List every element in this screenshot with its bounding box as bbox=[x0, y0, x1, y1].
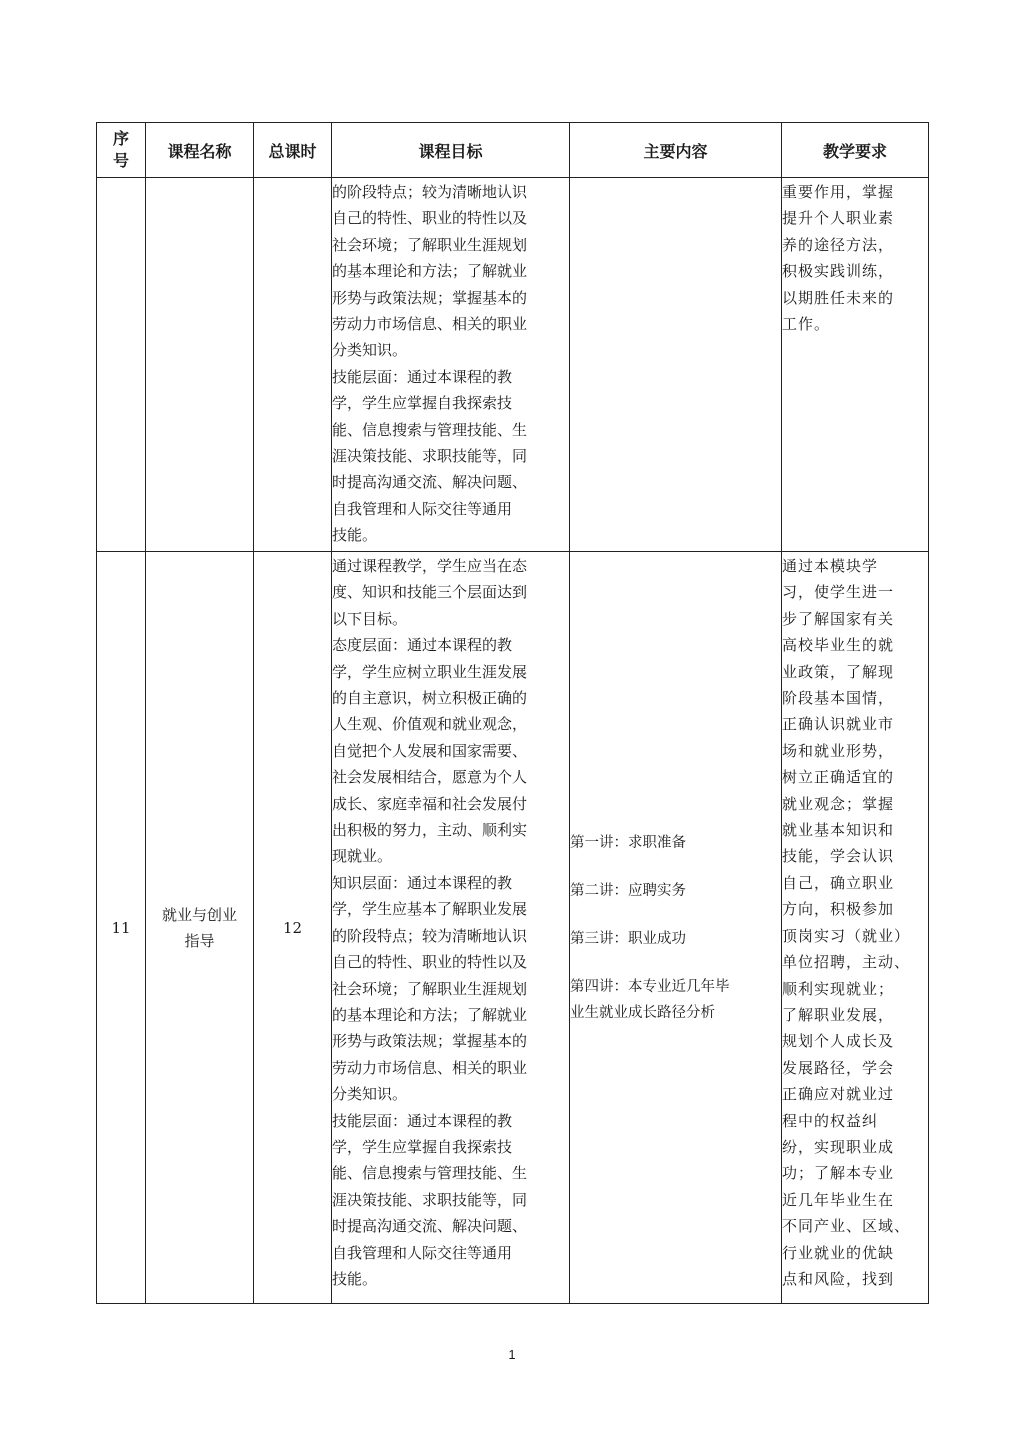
requirement-line: 工作。 bbox=[782, 315, 831, 334]
requirement-line: 步了解国家有关 bbox=[782, 609, 895, 628]
requirement-line: 顺利实现就业； bbox=[782, 979, 895, 998]
requirement-line: 纷，实现职业成 bbox=[782, 1137, 895, 1156]
requirement-line: 高校毕业生的就 bbox=[782, 636, 895, 655]
goal-line: 形势与政策法规；掌握基本的 bbox=[332, 1032, 528, 1051]
goal-line: 成长、家庭幸福和社会发展付 bbox=[332, 794, 528, 813]
header-index: 序 号 bbox=[97, 123, 146, 178]
requirement-line: 不同产业、区域、 bbox=[782, 1217, 911, 1236]
goal-line: 的阶段特点；较为清晰地认识 bbox=[332, 183, 528, 201]
goal-line: 形势与政策法规；掌握基本的 bbox=[332, 288, 528, 307]
goal-line: 现就业。 bbox=[332, 847, 393, 866]
goal-line: 社会环境；了解职业生涯规划 bbox=[332, 235, 528, 254]
requirement-line: 树立正确适宜的 bbox=[782, 768, 895, 787]
requirement-line: 就业观念；掌握 bbox=[782, 794, 895, 813]
requirement-line: 提升个人职业素 bbox=[782, 209, 895, 228]
table-row bbox=[97, 178, 929, 552]
goal-line: 自觉把个人发展和国家需要、 bbox=[332, 741, 528, 760]
goal-line: 的阶段特点；较为清晰地认识 bbox=[332, 926, 528, 945]
requirement-line: 行业就业的优缺 bbox=[782, 1243, 895, 1262]
requirement-line: 以期胜任未来的 bbox=[782, 288, 895, 307]
lecture-item: 业生就业成长路径分析 bbox=[570, 1004, 715, 1021]
row1-goal-cell bbox=[332, 178, 570, 552]
goal-line: 学，学生应掌握自我探索技 bbox=[332, 394, 513, 413]
goal-line: 度、知识和技能三个层面达到 bbox=[332, 583, 528, 602]
goal-line: 涯决策技能、求职技能等，同 bbox=[332, 447, 528, 466]
course-name-line: 指导 bbox=[184, 931, 215, 950]
header-course-goal: 课程目标 bbox=[332, 123, 570, 178]
requirement-line: 阶段基本国情， bbox=[782, 689, 895, 708]
requirement-line: 重要作用，掌握 bbox=[782, 183, 895, 201]
requirement-line: 正确认识就业市 bbox=[782, 715, 895, 734]
page-number: 1 bbox=[508, 1347, 516, 1362]
requirement-line: 就业基本知识和 bbox=[782, 821, 895, 840]
header-course-name: 课程名称 bbox=[146, 123, 254, 178]
row1-index-cell bbox=[97, 178, 146, 552]
goal-line: 时提高沟通交流、解决问题、 bbox=[332, 473, 528, 492]
goal-line: 的基本理论和方法；了解就业 bbox=[332, 262, 528, 281]
header-teaching-requirement: 教学要求 bbox=[782, 123, 929, 178]
goal-line: 人生观、价值观和就业观念， bbox=[332, 715, 528, 734]
goal-line: 技能。 bbox=[332, 1269, 378, 1288]
goal-line: 学，学生应掌握自我探索技 bbox=[332, 1137, 513, 1156]
requirement-line: 功；了解本专业 bbox=[782, 1164, 895, 1183]
goal-line: 自我管理和人际交往等通用 bbox=[332, 1243, 513, 1262]
goal-line: 自己的特性、职业的特性以及 bbox=[332, 209, 528, 228]
requirement-line: 点和风险，找到 bbox=[782, 1269, 895, 1288]
goal-line: 涯决策技能、求职技能等，同 bbox=[332, 1190, 528, 1209]
lecture-item: 第一讲：求职准备 bbox=[570, 834, 686, 851]
requirement-line: 场和就业形势， bbox=[782, 741, 895, 760]
course-name-line: 就业与创业 bbox=[161, 905, 237, 924]
requirement-line: 了解职业发展， bbox=[782, 1005, 895, 1024]
goal-line: 学，学生应基本了解职业发展 bbox=[332, 900, 528, 919]
goal-line: 的自主意识，树立积极正确的 bbox=[332, 689, 528, 708]
requirement-line: 方向，积极参加 bbox=[782, 900, 895, 919]
table-header-row bbox=[97, 123, 929, 178]
requirement-line: 积极实践训练， bbox=[782, 262, 895, 281]
requirement-line: 发展路径，学会 bbox=[782, 1058, 895, 1077]
table-row bbox=[97, 552, 929, 1304]
goal-line: 能、信息搜索与管理技能、生 bbox=[332, 1164, 528, 1183]
row2-goal-cell bbox=[332, 552, 570, 1304]
requirement-line: 业政策，了解现 bbox=[782, 662, 895, 681]
lecture-item: 第三讲：职业成功 bbox=[570, 930, 686, 947]
goal-line: 劳动力市场信息、相关的职业 bbox=[332, 1058, 528, 1077]
requirement-line: 规划个人成长及 bbox=[782, 1032, 895, 1051]
row1-name-cell bbox=[146, 178, 254, 552]
row2-requirement-cell bbox=[782, 552, 929, 1304]
row1-requirement-cell bbox=[782, 178, 929, 552]
goal-line: 以下目标。 bbox=[332, 609, 408, 628]
header-main-content: 主要内容 bbox=[570, 123, 782, 178]
lecture-item: 第二讲：应聘实务 bbox=[570, 882, 686, 899]
requirement-line: 近几年毕业生在 bbox=[782, 1190, 895, 1209]
goal-line: 社会发展相结合，愿意为个人 bbox=[332, 768, 528, 787]
requirement-line: 技能，学会认识 bbox=[782, 847, 895, 866]
goal-line: 技能层面：通过本课程的教 bbox=[332, 367, 513, 386]
row1-content-cell bbox=[570, 178, 782, 552]
goal-line: 自己的特性、职业的特性以及 bbox=[332, 953, 528, 972]
requirement-line: 自己，确立职业 bbox=[782, 873, 895, 892]
row1-hours-cell bbox=[254, 178, 332, 552]
goal-line: 技能层面：通过本课程的教 bbox=[332, 1111, 513, 1130]
requirement-line: 养的途径方法， bbox=[782, 235, 895, 254]
goal-line: 分类知识。 bbox=[332, 1085, 408, 1104]
requirement-line: 程中的权益纠 bbox=[782, 1111, 879, 1130]
goal-line: 态度层面：通过本课程的教 bbox=[332, 636, 513, 655]
row2-hours-cell: 12 bbox=[254, 552, 332, 1304]
row2-name-cell bbox=[146, 552, 254, 1304]
lecture-item: 第四讲：本专业近几年毕 bbox=[570, 978, 730, 995]
goal-line: 自我管理和人际交往等通用 bbox=[332, 499, 513, 518]
row2-content-cell bbox=[570, 552, 782, 1304]
header-total-hours: 总课时 bbox=[254, 123, 332, 178]
goal-line: 社会环境；了解职业生涯规划 bbox=[332, 979, 528, 998]
course-table bbox=[96, 122, 929, 1304]
requirement-line: 通过本模块学 bbox=[782, 557, 879, 575]
requirement-line: 顶岗实习（就业） bbox=[782, 926, 911, 945]
requirement-line: 正确应对就业过 bbox=[782, 1085, 895, 1104]
goal-line: 知识层面：通过本课程的教 bbox=[332, 873, 513, 892]
goal-line: 出积极的努力，主动、顺利实 bbox=[332, 821, 528, 840]
goal-line: 时提高沟通交流、解决问题、 bbox=[332, 1217, 528, 1236]
goal-line: 劳动力市场信息、相关的职业 bbox=[332, 315, 528, 334]
goal-line: 技能。 bbox=[332, 526, 378, 545]
row2-index-cell: 11 bbox=[97, 552, 146, 1304]
goal-line: 能、信息搜索与管理技能、生 bbox=[332, 420, 528, 439]
goal-line: 通过课程教学，学生应当在态 bbox=[332, 557, 528, 575]
goal-line: 的基本理论和方法；了解就业 bbox=[332, 1005, 528, 1024]
goal-line: 分类知识。 bbox=[332, 341, 408, 360]
requirement-line: 习，使学生进一 bbox=[782, 583, 895, 602]
goal-line: 学，学生应树立职业生涯发展 bbox=[332, 662, 528, 681]
requirement-line: 单位招聘，主动、 bbox=[782, 953, 911, 972]
